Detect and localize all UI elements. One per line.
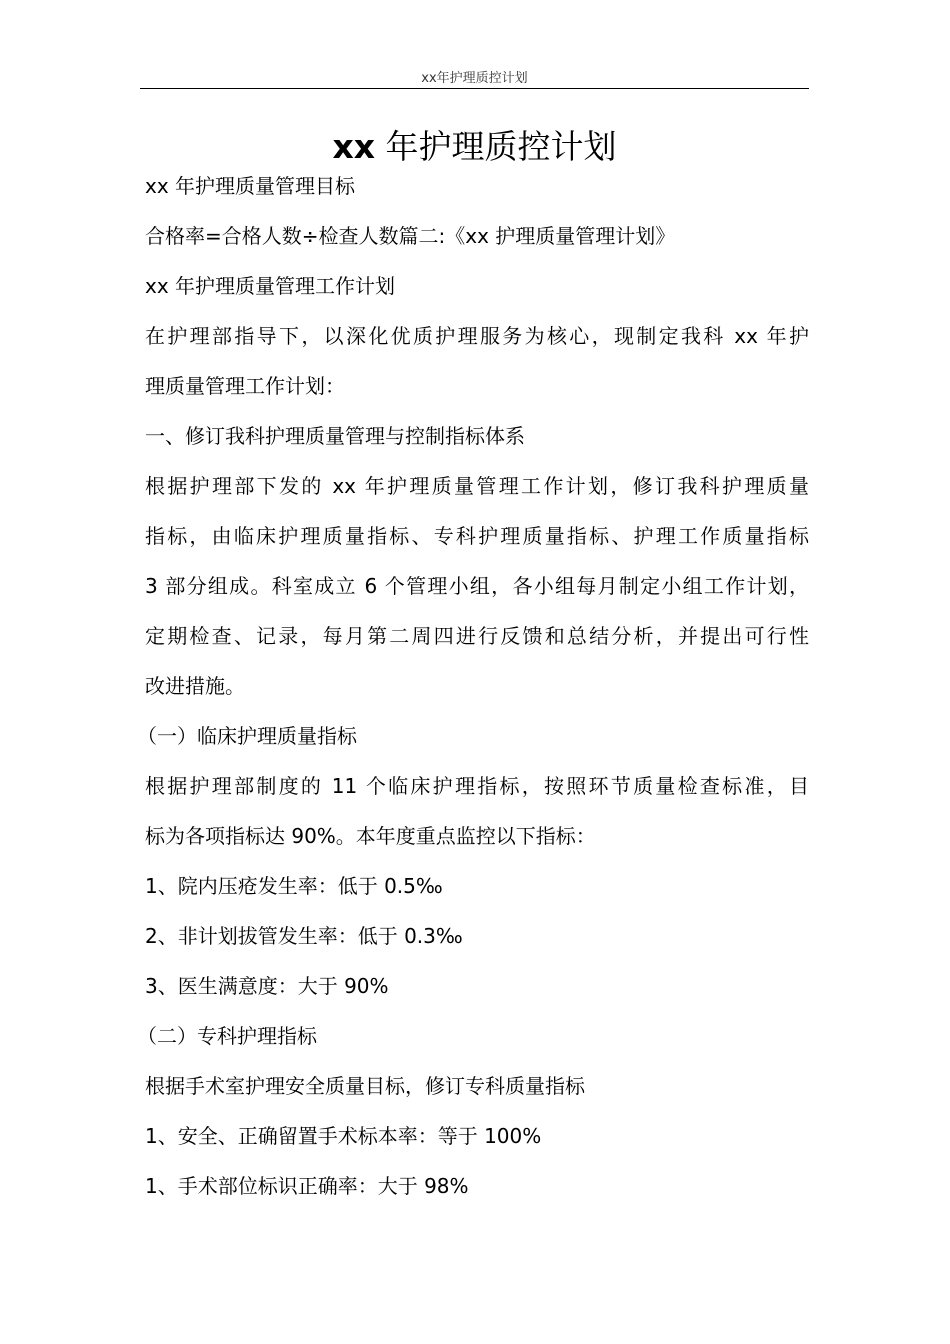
text-line: 根据护理部制度的 11 个临床护理指标，按照环节质量检查标准，目 <box>145 774 809 798</box>
text-line: 在护理部指导下，以深化优质护理服务为核心，现制定我科 xx 年护 <box>145 324 809 348</box>
text-line: 改进措施。 <box>145 674 245 698</box>
text-line: 根据手术室护理安全质量目标，修订专科质量指标 <box>145 1074 585 1098</box>
text-line: 指标，由临床护理质量指标、专科护理质量指标、护理工作质量指标 <box>145 524 809 548</box>
document-title-text: 年护理质控计划 <box>375 127 617 167</box>
text-line: 定期检查、记录，每月第二周四进行反馈和总结分析，并提出可行性 <box>145 624 809 648</box>
text-line: （二）专科护理指标 <box>137 1024 317 1048</box>
document-title-latin: xx <box>332 127 376 167</box>
text-line: 一、修订我科护理质量管理与控制指标体系 <box>145 424 525 448</box>
text-line: xx 年护理质量管理目标 <box>145 174 356 198</box>
text-line: 标为各项指标达 90%。本年度重点监控以下指标： <box>145 824 596 848</box>
text-line: 3、医生满意度：大于 90% <box>145 974 389 998</box>
document-body <box>137 161 809 1211</box>
text-line: 合格率=合格人数÷检查人数篇二:《xx 护理质量管理计划》 <box>145 224 676 248</box>
text-line: 根据护理部下发的 xx 年护理质量管理工作计划，修订我科护理质量 <box>145 474 809 498</box>
text-line: 理质量管理工作计划： <box>145 374 345 398</box>
header-divider <box>140 88 809 89</box>
running-header: xx年护理质控计划 <box>421 71 528 86</box>
text-line: 1、手术部位标识正确率：大于 98% <box>145 1174 469 1198</box>
text-line: 3 部分组成。科室成立 6 个管理小组，各小组每月制定小组工作计划， <box>145 574 809 598</box>
text-line: （一）临床护理质量指标 <box>137 724 357 748</box>
text-line: 1、安全、正确留置手术标本率：等于 100% <box>145 1124 542 1148</box>
text-line: 2、非计划拔管发生率：低于 0.3‰ <box>145 924 463 948</box>
text-line: xx 年护理质量管理工作计划 <box>145 274 396 298</box>
text-line: 1、院内压疮发生率：低于 0.5‰ <box>145 874 443 898</box>
